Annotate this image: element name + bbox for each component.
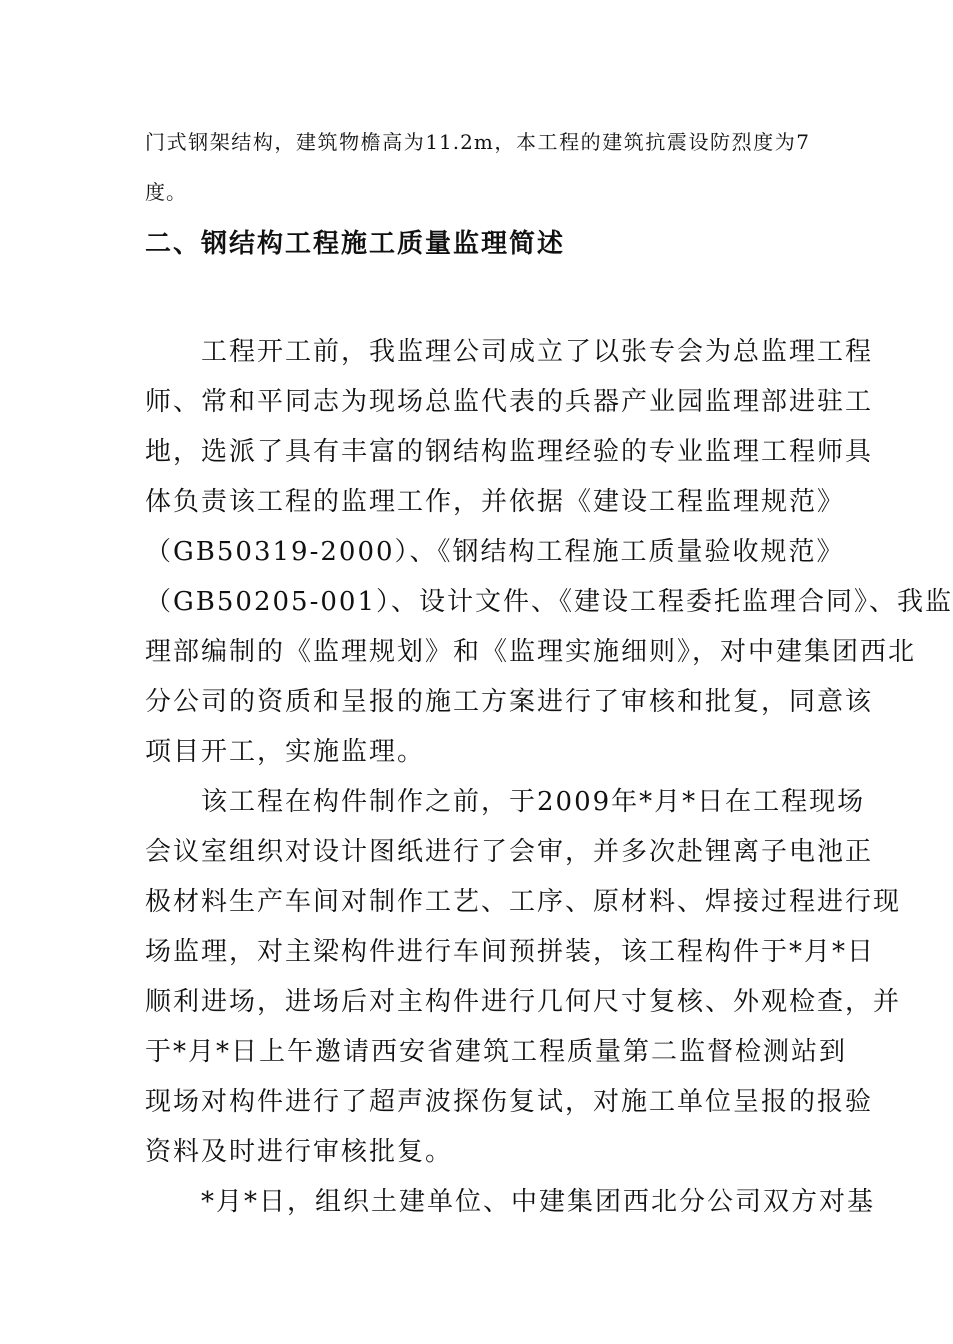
body-line-8: 分公司的资质和呈报的施工方案进行了审核和批复，同意该	[145, 687, 874, 717]
body-line-1: 工程开工前，我监理公司成立了以张专会为总监理工程	[145, 337, 874, 367]
body-line-4: 体负责该工程的监理工作，并依据《建设工程监理规范》	[145, 487, 846, 517]
body-line-2: 师、常和平同志为现场总监代表的兵器产业园监理部进驻工	[145, 387, 874, 417]
body-line-10: 该工程在构件制作之前，于2009年*月*日在工程现场	[145, 787, 866, 817]
body-line-5: （GB50319-2000）、《钢结构工程施工质量验收规范》	[145, 537, 845, 567]
body-line-15: 于*月*日上午邀请西安省建筑工程质量第二监督检测站到	[145, 1037, 848, 1067]
body-line-3: 地，选派了具有丰富的钢结构监理经验的专业监理工程师具	[145, 437, 874, 467]
body-line-6: （GB50205-001）、设计文件、《建设工程委托监理合同》、我监	[145, 587, 953, 617]
body-line-12: 极材料生产车间对制作工艺、工序、原材料、焊接过程进行现	[145, 887, 902, 917]
body-line-11: 会议室组织对设计图纸进行了会审，并多次赴锂离子电池正	[145, 837, 874, 867]
body-line-7: 理部编制的《监理规划》和《监理实施细则》，对中建集团西北	[145, 637, 917, 667]
intro-line-1: 门式钢架结构，建筑物檐高为11.2m，本工程的建筑抗震设防烈度为7	[145, 130, 810, 154]
section-heading: 二、钢结构工程施工质量监理简述	[145, 229, 566, 259]
body-line-16: 现场对构件进行了超声波探伤复试，对施工单位呈报的报验	[145, 1087, 874, 1117]
intro-line-2: 度。	[145, 180, 187, 204]
body-line-14: 顺利进场，进场后对主构件进行几何尺寸复核、外观检查，并	[145, 987, 902, 1017]
body-line-13: 场监理，对主梁构件进行车间预拼装，该工程构件于*月*日	[145, 937, 876, 967]
body-line-18: *月*日，组织土建单位、中建集团西北分公司双方对基	[145, 1187, 876, 1217]
body-line-9: 项目开工，实施监理。	[145, 737, 426, 767]
body-line-17: 资料及时进行审核批复。	[145, 1137, 454, 1167]
